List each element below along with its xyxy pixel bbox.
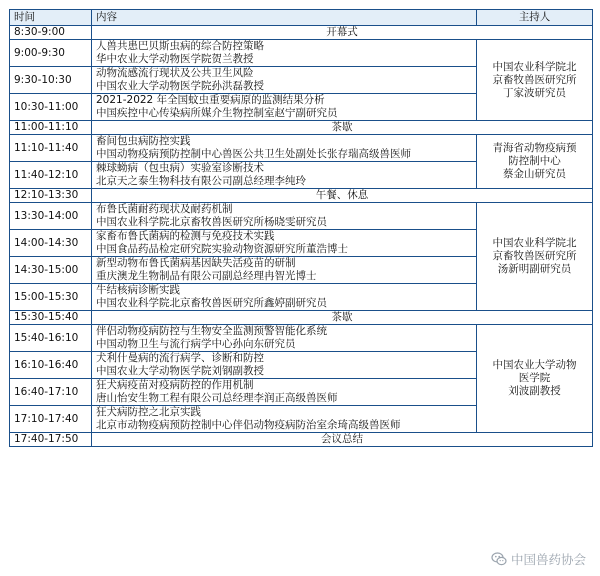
talk-content bbox=[92, 352, 477, 379]
host-line: 中国农业大学动物 bbox=[492, 359, 577, 371]
host-line: 医学院 bbox=[518, 372, 551, 384]
opening-label: 开幕式 bbox=[92, 26, 593, 40]
talk-content bbox=[92, 284, 477, 311]
opening-row bbox=[10, 26, 593, 40]
talk-time: 16:40-17:10 bbox=[10, 379, 92, 406]
session3-host bbox=[477, 203, 593, 311]
talk-content bbox=[92, 135, 477, 162]
header-content: 内容 bbox=[92, 10, 477, 26]
talk-time: 15:40-16:10 bbox=[10, 325, 92, 352]
talk-content bbox=[92, 325, 477, 352]
talk-title: 布鲁氏菌耐药现状及耐药机制 bbox=[96, 203, 233, 215]
talk-speaker: 中国农业大学动物医学院孙洪磊教授 bbox=[96, 80, 264, 92]
talk-title: 新型动物布鲁氏菌病基因缺失活疫苗的研制 bbox=[96, 257, 296, 269]
talk-content bbox=[92, 379, 477, 406]
talk-content bbox=[92, 257, 477, 284]
schedule-table bbox=[9, 9, 593, 447]
talk-speaker: 中国动物卫生与流行病学中心孙向东研究员 bbox=[96, 338, 296, 350]
opening-time: 8:30-9:00 bbox=[10, 26, 92, 40]
talk-time: 10:30-11:00 bbox=[10, 94, 92, 121]
host-line: 汤新明副研究员 bbox=[497, 263, 572, 275]
break2-time: 15:30-15:40 bbox=[10, 311, 92, 325]
session2-host bbox=[477, 135, 593, 189]
host-line: 京畜牧兽医研究所 bbox=[492, 250, 577, 262]
talk-speaker: 中国农业科学院北京畜牧兽医研究所鑫婷副研究员 bbox=[96, 297, 327, 309]
agenda-row bbox=[10, 325, 593, 352]
lunch-time: 12:10-13:30 bbox=[10, 189, 92, 203]
lunch-label: 午餐、休息 bbox=[92, 189, 593, 203]
talk-content bbox=[92, 162, 477, 189]
agenda-row bbox=[10, 203, 593, 230]
talk-speaker: 中国农业大学动物医学院刘钢副教授 bbox=[96, 365, 264, 377]
header-time: 时间 bbox=[10, 10, 92, 26]
wechat-icon bbox=[491, 551, 507, 567]
talk-speaker: 中国疾控中心传染病所媒介生物控制室赵宁副研究员 bbox=[96, 107, 338, 119]
talk-time: 17:10-17:40 bbox=[10, 406, 92, 433]
talk-speaker: 重庆澳龙生物制品有限公司副总经理冉智光博士 bbox=[96, 270, 317, 282]
talk-time: 13:30-14:00 bbox=[10, 203, 92, 230]
talk-content bbox=[92, 230, 477, 257]
header-row bbox=[10, 10, 593, 26]
talk-time: 14:30-15:00 bbox=[10, 257, 92, 284]
host-line: 中国农业科学院北 bbox=[492, 237, 577, 249]
agenda-row bbox=[10, 135, 593, 162]
talk-title: 畜间包虫病防控实践 bbox=[96, 135, 191, 147]
break-row bbox=[10, 121, 593, 135]
host-line: 京畜牧兽医研究所 bbox=[492, 73, 577, 86]
closing-label: 会议总结 bbox=[92, 433, 593, 447]
talk-title: 狂犬病防控之北京实践 bbox=[96, 406, 201, 418]
break2-label: 茶歇 bbox=[92, 311, 593, 325]
watermark bbox=[491, 550, 586, 568]
closing-time: 17:40-17:50 bbox=[10, 433, 92, 447]
talk-speaker: 华中农业大学动物医学院贺兰教授 bbox=[96, 53, 254, 65]
talk-time: 11:40-12:10 bbox=[10, 162, 92, 189]
talk-content bbox=[92, 406, 477, 433]
talk-title: 家畜布鲁氏菌病的检测与免疫技术实践 bbox=[96, 230, 275, 242]
talk-content bbox=[92, 40, 477, 67]
talk-content bbox=[92, 67, 477, 94]
talk-speaker: 中国农业科学院北京畜牧兽医研究所杨晓雯研究员 bbox=[96, 216, 327, 228]
talk-content bbox=[92, 203, 477, 230]
talk-time: 11:10-11:40 bbox=[10, 135, 92, 162]
watermark-text: 中国兽药协会 bbox=[510, 552, 586, 567]
talk-title: 2021-2022 年全国蚊虫重要病原的监测结果分析 bbox=[96, 94, 325, 106]
host-line: 刘波副教授 bbox=[508, 385, 561, 397]
talk-title: 犬利什曼病的流行病学、诊断和防控 bbox=[96, 352, 264, 364]
talk-title: 伴侣动物疫病防控与生物安全监测预警智能化系统 bbox=[96, 325, 327, 337]
lunch-row bbox=[10, 189, 593, 203]
talk-speaker: 北京市动物疫病预防控制中心伴侣动物疫病防治室余琦高级兽医师 bbox=[96, 419, 401, 431]
host-line: 防控制中心 bbox=[508, 155, 561, 167]
break-row bbox=[10, 311, 593, 325]
talk-time: 9:30-10:30 bbox=[10, 67, 92, 94]
talk-speaker: 北京天之泰生物科技有限公司副总经理李纯玲 bbox=[96, 175, 306, 187]
host-line: 蔡金山研究员 bbox=[503, 168, 566, 180]
talk-content bbox=[92, 94, 477, 121]
talk-speaker: 中国动物疫病预防控制中心兽医公共卫生处副处长张存瑞高级兽医师 bbox=[96, 148, 411, 160]
host-line: 中国农业科学院北 bbox=[492, 60, 577, 73]
break1-time: 11:00-11:10 bbox=[10, 121, 92, 135]
talk-title: 人兽共患巴贝斯虫病的综合防控策略 bbox=[96, 40, 264, 52]
talk-time: 9:00-9:30 bbox=[10, 40, 92, 67]
talk-title: 动物流感流行现状及公共卫生风险 bbox=[96, 67, 254, 79]
host-line: 丁家波研究员 bbox=[503, 86, 566, 99]
closing-row bbox=[10, 433, 593, 447]
talk-speaker: 中国食品药品检定研究院实验动物资源研究所董浩博士 bbox=[96, 243, 348, 255]
talk-time: 15:00-15:30 bbox=[10, 284, 92, 311]
host-line: 青海省动物疫病预 bbox=[492, 142, 577, 154]
session1-host bbox=[477, 40, 593, 121]
talk-title: 狂犬病疫苗对疫病防控的作用机制 bbox=[96, 379, 254, 391]
talk-time: 16:10-16:40 bbox=[10, 352, 92, 379]
break1-label: 茶歇 bbox=[92, 121, 593, 135]
talk-title: 牛结核病诊断实践 bbox=[96, 284, 180, 296]
header-host: 主持人 bbox=[477, 10, 593, 26]
talk-time: 14:00-14:30 bbox=[10, 230, 92, 257]
agenda-row bbox=[10, 40, 593, 67]
talk-speaker: 唐山怡安生物工程有限公司总经理李润正高级兽医师 bbox=[96, 392, 338, 404]
session4-host bbox=[477, 325, 593, 433]
talk-title: 棘球蚴病（包虫病）实验室诊断技术 bbox=[96, 162, 264, 174]
